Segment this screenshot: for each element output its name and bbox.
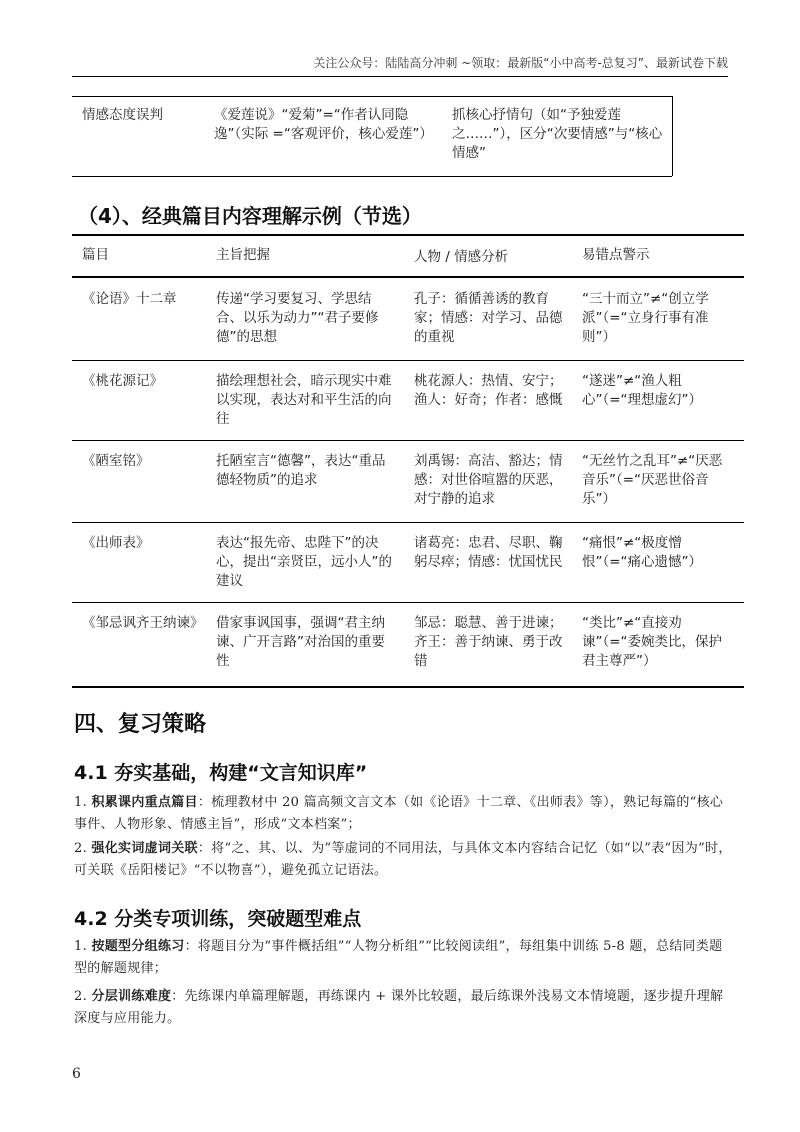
table-row-theme: 借家事讽国事，强调“君主纳谏、广开言路”对治国的重要性 — [216, 615, 385, 669]
item-number: 1. — [74, 939, 88, 954]
item-text: ：梳理教材中 20 篇高频文言文本（如《论语》十二章、《出师表》等），熟记每篇的“核心事件、人物形象、情感主旨”，形成“文本档案”； — [74, 795, 724, 832]
header-text: 关注公众号：陆陆高分冲刺 ~领取：最新版“小中高考-总复习”、最新试卷下载 — [313, 56, 728, 70]
table-rule-header — [72, 276, 744, 278]
section-title: （4）、经典篇目内容理解示例（节选） — [78, 204, 422, 228]
table-row-title: 《出师表》 — [82, 535, 150, 551]
page-number: 6 — [72, 1066, 81, 1082]
table-header-analysis: 人物 / 情感分析 — [414, 249, 509, 265]
top-table-rule-right — [672, 96, 673, 176]
table-row-analysis: 诸葛亮：忠君、尽职、鞠躬尽瘁；情感：忧国忧民 — [414, 535, 563, 570]
table-row-analysis: 孔子：循循善诱的教育家；情感：对学习、品德的重视 — [414, 291, 563, 345]
table-row-theme: 传递“学习要复习、学思结合、以乐为动力”“君子要修德”的思想 — [216, 291, 379, 345]
item-lead: 按题型分组练习 — [91, 939, 185, 954]
top-table-rule-top — [72, 96, 672, 97]
table-row-analysis: 邹忌：聪慧、善于进谏；齐王：善于纳谏、勇于改错 — [414, 615, 563, 669]
table-row-title: 《桃花源记》 — [82, 373, 163, 389]
table-row-analysis: 桃花源人：热情、安宁；渔人：好奇；作者：感慨 — [414, 373, 563, 408]
table-row-rule — [72, 440, 744, 441]
header-rule — [72, 76, 728, 77]
item-text: ：先练课内单篇理解题，再练课内 + 课外比较题，最后练课外浅易文本情境题，逐步提升理解深度与应用能力。 — [74, 989, 724, 1026]
item-lead: 分层训练难度 — [91, 989, 172, 1004]
table-row-theme: 表达“报先帝、忠陛下”的决心，提出“亲贤臣，远小人”的建议 — [216, 535, 392, 589]
top-table-rule-bottom — [72, 176, 672, 177]
table-rule-top — [72, 234, 744, 236]
top-table-method: 抓核心抒情句（如“予独爱莲之……”），区分“次要情感”与“核心情感” — [452, 107, 663, 161]
paragraph-4-2-1 — [74, 936, 734, 980]
table-row-warning: “遂迷”≠“渔人粗心”（=“理想虚幻”） — [582, 373, 703, 408]
table-header-warning: 易错点警示 — [582, 247, 650, 263]
strategy-title: 四、复习策略 — [74, 712, 207, 737]
table-row-warning: “痛恨”≠“极度憎恨”（=“痛心遗憾”） — [582, 535, 703, 570]
table-row-warning: “无丝竹之乱耳”≠“厌恶音乐”（=“厌恶世俗音乐”） — [582, 453, 723, 507]
item-number: 2. — [74, 841, 88, 856]
item-text: ：将“之、其、以、为”等虚词的不同用法，与具体文本内容结合记忆（如“以”表“因为”时，可关联《岳阳楼记》“不以物喜”），避免孤立记语法。 — [74, 841, 732, 878]
table-row-rule — [72, 360, 744, 361]
subsection-title-4-2: 4.2 分类专项训练，突破题型难点 — [74, 908, 362, 930]
table-row-title: 《陋室铭》 — [82, 453, 150, 469]
item-number: 2. — [74, 989, 88, 1004]
table-row-title: 《论语》十二章 — [82, 291, 177, 307]
table-row-title: 《邹忌讽齐王纳谏》 — [82, 615, 204, 631]
table-row-theme: 托陋室言“德馨”，表达“重品德轻物质”的追求 — [216, 453, 386, 488]
top-table-type: 情感态度误判 — [82, 107, 163, 123]
item-lead: 积累课内重点篇目 — [91, 795, 198, 810]
item-lead: 强化实词虚词关联 — [91, 841, 198, 856]
table-rule-bottom — [72, 686, 744, 688]
paragraph-4-1-1 — [74, 792, 734, 836]
table-header-theme: 主旨把握 — [216, 247, 270, 263]
table-row-rule — [72, 522, 744, 523]
item-number: 1. — [74, 795, 88, 810]
item-text: ：将题目分为“事件概括组”“人物分析组”“比较阅读组”，每组集中训练 5-8 题，总结同类题型的解题规律； — [74, 939, 723, 976]
paragraph-4-2-2 — [74, 986, 734, 1030]
subsection-title-4-1: 4.1 夯实基础，构建“文言知识库” — [74, 762, 368, 784]
table-row-rule — [72, 602, 744, 603]
paragraph-4-1-2 — [74, 838, 734, 882]
table-header-title: 篇目 — [82, 247, 109, 263]
table-row-warning: “三十而立”≠“创立学派”（=“立身行事有准则”） — [582, 291, 709, 345]
top-table-example: 《爱莲说》“爱菊”=“作者认同隐逸”（实际 =“客观评价，核心爱莲”） — [214, 107, 433, 142]
table-row-warning: “类比”≠“直接劝谏”（=“委婉类比，保护君主尊严”） — [582, 615, 723, 669]
table-row-analysis: 刘禹锡：高洁、豁达；情感：对世俗喧嚣的厌恶，对宁静的追求 — [414, 453, 563, 507]
table-row-theme: 描绘理想社会，暗示现实中难以实现，表达对和平生活的向往 — [216, 373, 392, 427]
